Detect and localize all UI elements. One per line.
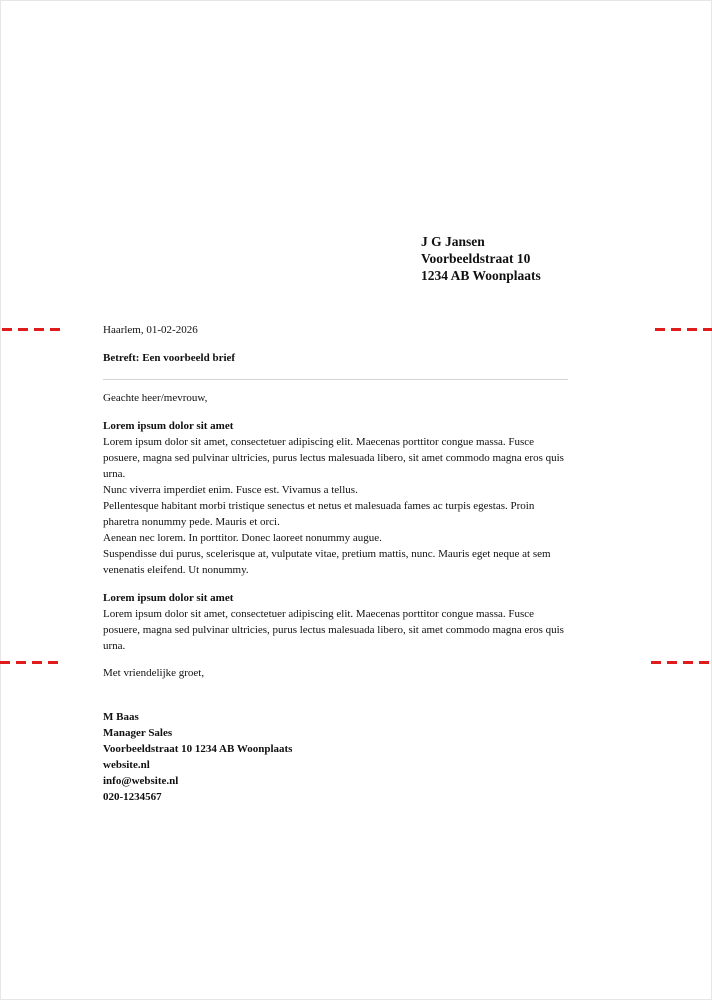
salutation: Geachte heer/mevrouw, [103,392,208,404]
signature-block [103,709,568,805]
recipient-street: Voorbeeldstraat 10 [421,251,531,266]
fold-mark-left-bottom [0,661,58,664]
signature-phone: 020-1234567 [103,791,162,803]
recipient-address [421,233,541,284]
paragraph: Lorem ipsum dolor sit amet, consectetuer adipiscing elit. Maecenas porttitor congue massa. Fusce posuere, magna sed pulvinar ultricies, purus lectus malesuada libero, sit amet commodo magna eros quis urna. [103,608,564,652]
recipient-name: J G Jansen [421,234,485,249]
fold-mark-left-top [2,328,60,331]
fold-mark-right-top [655,328,712,331]
subject-line: Betreft: Een voorbeeld brief [103,352,236,364]
section-2 [103,590,568,654]
paragraph: Lorem ipsum dolor sit amet, consectetuer adipiscing elit. Maecenas porttitor congue massa. Fusce posuere, magna sed pulvinar ultricies, purus lectus malesuada libero, sit amet commodo magna eros quis urna. [103,436,564,480]
section-heading: Lorem ipsum dolor sit amet [103,592,234,604]
recipient-city: 1234 AB Woonplaats [421,268,541,283]
paragraph: Nunc viverra imperdiet enim. Fusce est. Vivamus a tellus. [103,484,358,496]
paragraph: Aenean nec lorem. In porttitor. Donec laoreet nonummy augue. [103,532,382,544]
signature-name: M Baas [103,711,139,723]
divider [103,379,568,380]
signature-title: Manager Sales [103,727,173,739]
signature-website: website.nl [103,759,150,771]
letter-body [103,322,568,805]
place-date: Haarlem, 01-02-2026 [103,324,198,336]
paragraph: Suspendisse dui purus, scelerisque at, vulputate vitae, pretium mattis, nunc. Mauris eget neque at sem venenatis eleifend. Ut nonummy. [103,548,551,576]
signature-email: info@website.nl [103,775,179,787]
signature-address: Voorbeeldstraat 10 1234 AB Woonplaats [103,743,293,755]
fold-mark-right-bottom [651,661,709,664]
closing: Met vriendelijke groet, [103,667,205,679]
paragraph: Pellentesque habitant morbi tristique senectus et netus et malesuada fames ac turpis egestas. Proin pharetra nonummy pede. Mauris et orci. [103,500,535,528]
section-heading: Lorem ipsum dolor sit amet [103,420,234,432]
section-1 [103,418,568,578]
